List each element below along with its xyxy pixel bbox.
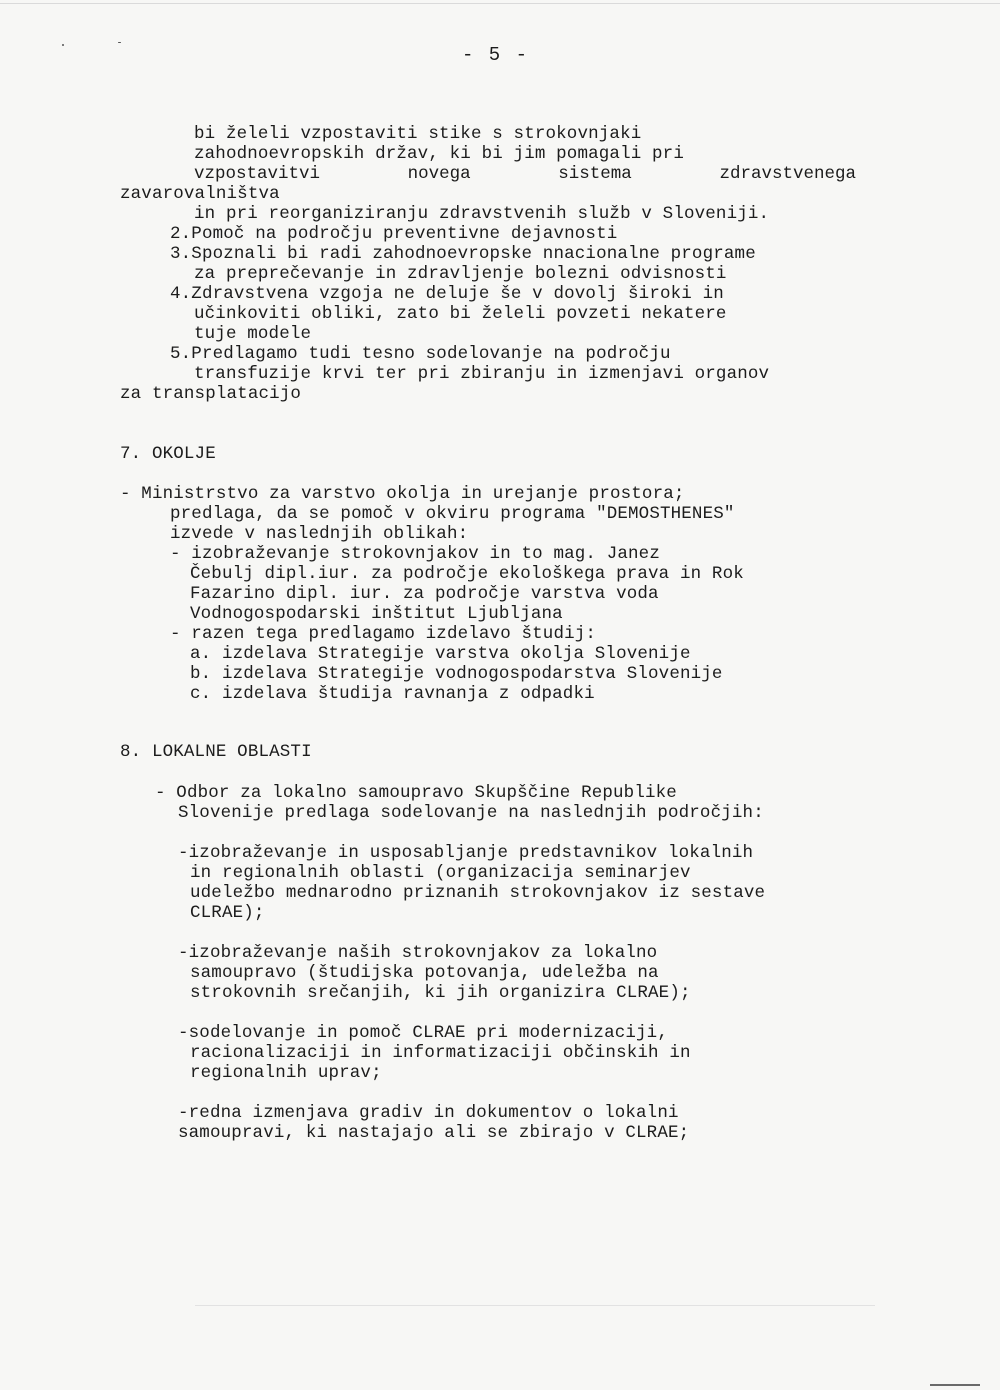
section-line: Vodnogospodarski inštitut Ljubljana <box>190 604 563 624</box>
scan-speck <box>118 42 121 43</box>
scan-edge-top <box>0 3 1000 4</box>
proposal-item: -izobraževanje in usposabljanje predstavnikov lokalnih <box>178 843 754 863</box>
intro-line: zahodnoevropskih držav, ki bi jim pomagali pri <box>194 144 684 164</box>
section-line: Čebulj dipl.iur. za področje ekološkega prava in Rok <box>190 564 744 584</box>
scan-edge-bottom <box>930 1384 980 1386</box>
list-item-cont: transfuzije krvi ter pri zbiranju in izmenjavi organov <box>194 364 770 384</box>
study-item: b. izdelava Strategije vodnogospodarstva Slovenije <box>190 664 723 684</box>
proposal-item-cont: in regionalnih oblasti (organizacija seminarjev <box>190 863 691 883</box>
proposal-item-cont: regionalnih uprav; <box>190 1063 382 1083</box>
section-line: predlaga, da se pomoč v okviru programa "DEMOSTHENES" <box>170 504 735 524</box>
section-line: - Odbor za lokalno samoupravo Skupščine Republike <box>155 783 677 803</box>
list-item: 3.Spoznali bi radi zahodnoevropske nnacionalne programe <box>170 244 756 264</box>
study-item: a. izdelava Strategije varstva okolja Slovenije <box>190 644 691 664</box>
section-line: Fazarino dipl. iur. za področje varstva voda <box>190 584 659 604</box>
section-line: - razen tega predlagamo izdelavo študij: <box>170 624 597 644</box>
section-line: Slovenije predlaga sodelovanje na naslednjih področjih: <box>178 803 764 823</box>
study-item: c. izdelava študija ravnanja z odpadki <box>190 684 595 704</box>
list-item-cont: tuje modele <box>194 324 312 344</box>
section-line: - Ministrstvo za varstvo okolja in urejanje prostora; <box>120 484 685 504</box>
intro-word: zdravstvenega <box>719 164 856 184</box>
page-number: - 5 - <box>462 44 530 66</box>
section-line: - izobraževanje strokovnjakov in to mag. Janez <box>170 544 660 564</box>
list-item-cont: učinkoviti obliki, zato bi želeli povzeti nekatere <box>194 304 727 324</box>
intro-line: in pri reorganiziranju zdravstvenih služb v Sloveniji. <box>194 204 770 224</box>
intro-word: novega <box>407 164 471 184</box>
list-item: 2.Pomoč na področju preventivne dejavnosti <box>170 224 618 244</box>
section-line: izvede v naslednjih oblikah: <box>170 524 469 544</box>
proposal-item: -sodelovanje in pomoč CLRAE pri modernizaciji, <box>178 1023 668 1043</box>
intro-justified-line <box>194 164 856 184</box>
section-heading: 8. LOKALNE OBLASTI <box>120 742 312 762</box>
intro-word: sistema <box>558 164 632 184</box>
scan-faint-rule <box>195 1305 875 1306</box>
list-item-cont: za preprečevanje in zdravljenje bolezni odvisnosti <box>194 264 727 284</box>
list-item: 5.Predlagamo tudi tesno sodelovanje na področju <box>170 344 671 364</box>
list-item: 4.Zdravstvena vzgoja ne deluje še v dovolj široki in <box>170 284 724 304</box>
scan-speck <box>62 44 64 46</box>
proposal-item-cont: strokovnih srečanjih, ki jih organizira CLRAE); <box>190 983 691 1003</box>
intro-word: vzpostavitvi <box>194 164 321 184</box>
intro-line: zavarovalništva <box>120 184 280 204</box>
proposal-item: -redna izmenjava gradiv in dokumentov o lokalni <box>178 1103 679 1123</box>
proposal-item: -izobraževanje naših strokovnjakov za lokalno <box>178 943 658 963</box>
list-item-cont: za transplatacijo <box>120 384 302 404</box>
intro-line: bi želeli vzpostaviti stike s strokovnjaki <box>194 124 642 144</box>
proposal-item-cont: racionalizaciji in informatizaciji občinskih in <box>190 1043 691 1063</box>
proposal-item-cont: CLRAE); <box>190 903 265 923</box>
proposal-item-cont: udeležbo mednarodno priznanih strokovnjakov iz sestave <box>190 883 766 903</box>
proposal-item-cont: samoupravi, ki nastajajo ali se zbirajo v CLRAE; <box>178 1123 690 1143</box>
section-heading: 7. OKOLJE <box>120 444 216 464</box>
proposal-item-cont: samoupravo (študijska potovanja, udeležba na <box>190 963 659 983</box>
